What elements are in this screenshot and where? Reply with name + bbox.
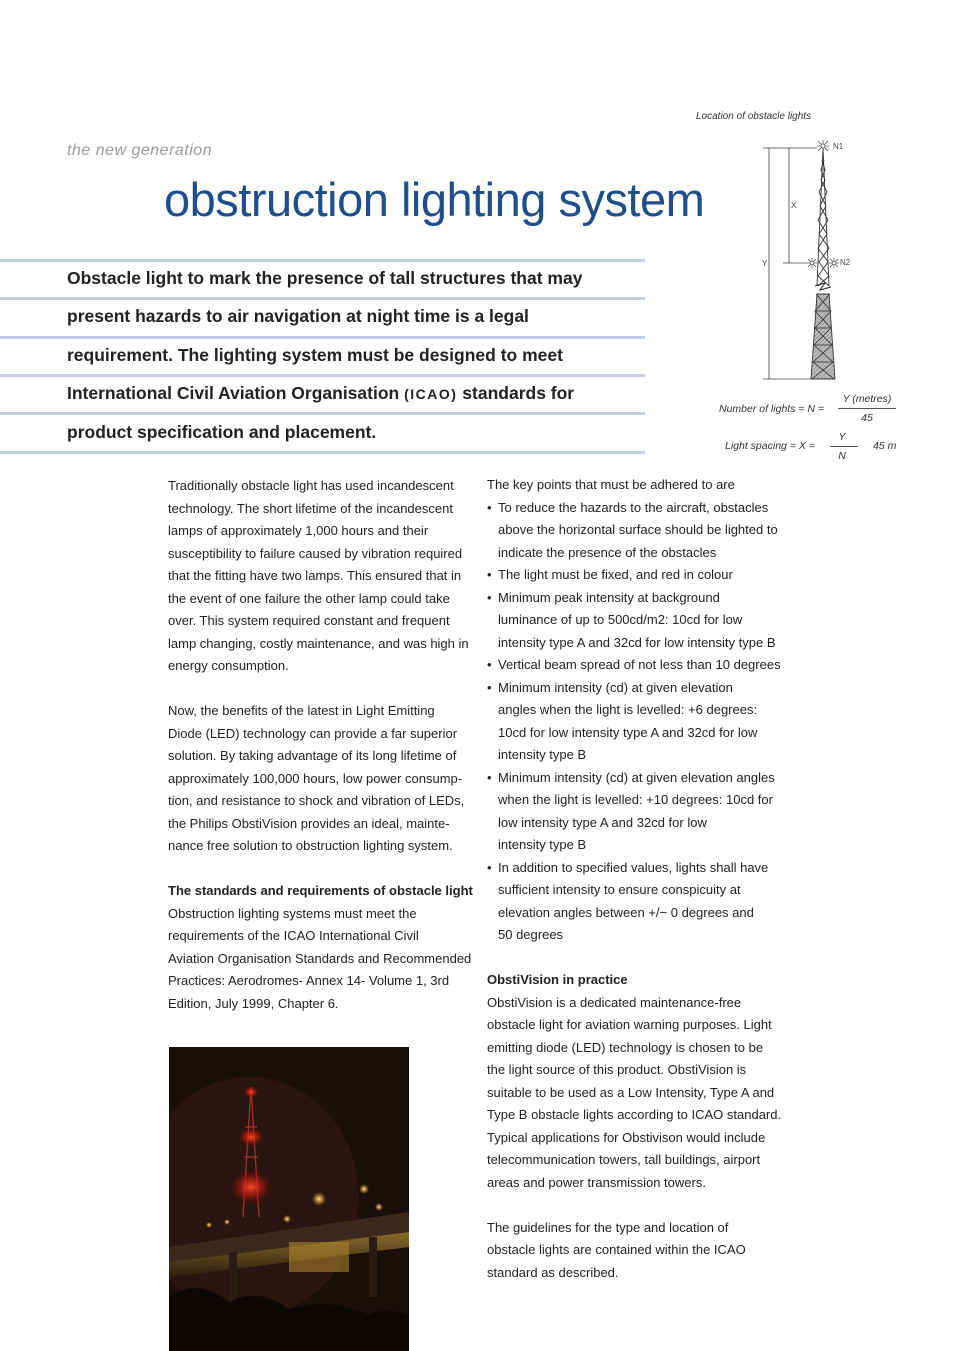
bullet-item: [487, 767, 792, 857]
bullet-item: [487, 654, 792, 677]
intro-rule-2: [0, 297, 645, 300]
bullet-line: intensity type B: [498, 837, 587, 852]
body-line: lamp changing, costly maintenance, and was high in: [168, 635, 469, 651]
label-n2: N2: [840, 258, 851, 267]
body-line: Obstruction lighting systems must meet the: [168, 905, 417, 921]
bullet-line: luminance of up to 500cd/m2: 10cd for low: [498, 612, 743, 627]
body-line: nance free solution to obstruction lighting system.: [168, 838, 453, 853]
label-n1: N1: [833, 142, 844, 151]
page-title: obstruction lighting system: [164, 173, 705, 226]
diagram-caption: Location of obstacle lights: [696, 111, 812, 122]
bullet-dot-icon: •: [487, 679, 492, 695]
formula-1-numerator: Y (metres): [842, 393, 892, 405]
body-line: technology. The short lifetime of the incandescent: [168, 500, 453, 516]
body-line: Aviation Organisation Standards and Recommended: [168, 950, 472, 966]
body-line: obstacle light for aviation warning purposes. Light: [487, 1017, 772, 1032]
intro-line-4: [67, 383, 574, 404]
formula-2-denominator: N: [838, 450, 846, 462]
light-n2-icon: [807, 258, 839, 268]
bullet-dot-icon: •: [487, 657, 492, 672]
section-heading-standards: The standards and requirements of obstacle light: [168, 883, 473, 898]
intro-line-3: requirement. The lighting system must be designed to meet: [67, 345, 563, 365]
bullet-line: intensity type B: [498, 747, 587, 762]
photo-illustration: [169, 1047, 409, 1351]
bullet-line: 10cd for low intensity type A and 32cd for low: [498, 724, 758, 740]
body-line: areas and power transmission towers.: [487, 1174, 706, 1190]
intro-icao-abbr: (ICAO): [404, 386, 458, 402]
formula-1-bar: [838, 408, 896, 409]
bullet-dot-icon: •: [487, 567, 492, 582]
bullet-line: elevation angles between +/− 0 degrees and: [498, 904, 754, 920]
section-heading-practice: ObstiVision in practice: [487, 972, 628, 987]
right-column: [487, 474, 792, 1284]
body-line: susceptibility to failure caused by vibration required: [168, 545, 463, 561]
bullet-line: angles when the light is levelled: +6 degrees:: [498, 702, 758, 717]
bullet-line: 50 degrees: [498, 927, 564, 942]
body-line: the event of one failure the other lamp could take: [168, 590, 450, 606]
formula-2-bar: [830, 446, 858, 447]
bullet-line: Minimum intensity (cd) at given elevation angles: [498, 769, 775, 785]
intro-rule-6: [0, 451, 645, 454]
bullet-dot-icon: •: [487, 769, 492, 785]
bullet-dot-icon: •: [487, 859, 492, 875]
bullet-item: [487, 587, 792, 655]
intro-line-5: product specification and placement.: [67, 422, 377, 442]
body-line: Diode (LED) technology can provide a far superior: [168, 725, 458, 741]
intro-rule-5: [0, 412, 645, 415]
intro-rule-4: [0, 374, 645, 377]
formula-1-lhs: Number of lights = N =: [719, 403, 825, 415]
label-y: Y: [762, 259, 768, 268]
bullet-line: Minimum intensity (cd) at given elevation: [498, 679, 733, 695]
intro-rule-3: [0, 336, 645, 339]
night-tower-photo: [169, 1047, 409, 1351]
body-line: telecommunication towers, tall buildings, airport: [487, 1152, 761, 1167]
tower-base: [811, 294, 835, 379]
body-line: emitting diode (LED) technology is chosen to be: [487, 1039, 764, 1055]
bullet-line: Vertical beam spread of not less than 10 degrees: [498, 657, 781, 672]
body-line: standard as described.: [487, 1264, 619, 1280]
bullets-lead: The key points that must be adhered to are: [487, 477, 735, 492]
kicker-text: the new generation: [67, 142, 213, 159]
body-line: tion, and resistance to shock and vibration of LEDs,: [168, 793, 465, 808]
bullet-line: Minimum peak intensity at background: [498, 589, 720, 605]
body-line: obstacle lights are contained within the ICAO: [487, 1242, 746, 1257]
body-line: Type B obstacle lights according to ICAO standard.: [487, 1107, 782, 1122]
body-line: solution. By taking advantage of its long lifetime of: [168, 748, 457, 763]
formula-2-numerator: Y: [838, 431, 846, 443]
tower-mast: [817, 148, 829, 286]
body-line: The guidelines for the type and location of: [487, 1219, 729, 1235]
body-line: Typical applications for Obstivison would include: [487, 1129, 766, 1145]
formula-1-denominator: 45: [861, 412, 873, 424]
dimension-y: [763, 148, 817, 379]
bullet-line: sufficient intensity to ensure conspicuity at: [498, 882, 741, 897]
body-line: that the fitting have two lamps. This ensured that in: [168, 568, 462, 583]
body-line: over. This system required constant and frequent: [168, 613, 450, 628]
body-line: requirements of the ICAO International Civil: [168, 928, 419, 943]
body-line: Traditionally obstacle light has used incandescent: [168, 478, 454, 493]
intro-line-4-pre: International Civil Aviation Organisation: [67, 383, 405, 403]
body-line: Edition, July 1999, Chapter 6.: [168, 995, 339, 1011]
body-line: ObstiVision is a dedicated maintenance-free: [487, 994, 742, 1010]
bullet-line: when the light is levelled: +10 degrees: 10cd for: [498, 792, 773, 807]
intro-line-2: present hazards to air navigation at night time is a legal: [67, 306, 529, 326]
bullet-line: above the horizontal surface should be lighted to: [498, 522, 778, 537]
bullet-item: [487, 564, 792, 587]
intro-rule-1: [0, 259, 645, 262]
bullet-item: [487, 677, 792, 767]
bullet-line: In addition to specified values, lights shall have: [498, 859, 769, 875]
tower-diagram: [755, 136, 875, 386]
body-line: approximately 100,000 hours, low power consump-: [168, 770, 463, 786]
intro-line-1: Obstacle light to mark the presence of tall structures that may: [67, 268, 583, 288]
bullet-dot-icon: •: [487, 589, 492, 605]
bullet-item: [487, 857, 792, 947]
body-line: energy consumption.: [168, 658, 289, 673]
formula-2-lhs: Light spacing = X =: [725, 440, 815, 452]
intro-line-4-post: standards for: [457, 383, 575, 403]
bullet-line: To reduce the hazards to the aircraft, obstacles: [498, 499, 769, 515]
bullet-dot-icon: •: [487, 499, 492, 515]
bullet-line: intensity type A and 32cd for low intensity type B: [498, 634, 776, 650]
body-line: lamps of approximately 1,000 hours and their: [168, 523, 429, 538]
formula-2-rhs: 45 m: [873, 440, 897, 452]
body-line: Practices: Aerodromes- Annex 14- Volume 1, 3rd: [168, 973, 450, 988]
bullet-line: The light must be fixed, and red in colour: [498, 567, 733, 582]
left-column: [168, 475, 488, 1015]
body-line: Now, the benefits of the latest in Light Emitting: [168, 703, 435, 718]
light-n1-icon: [817, 140, 829, 152]
bullet-line: indicate the presence of the obstacles: [498, 544, 717, 560]
body-line: the light source of this product. ObstiVision is: [487, 1062, 747, 1077]
body-line: suitable to be used as a Low Intensity, Type A and: [487, 1084, 775, 1100]
body-line: the Philips ObstiVision provides an ideal, mainte-: [168, 815, 450, 831]
label-x: X: [791, 201, 797, 210]
bullet-line: low intensity type A and 32cd for low: [498, 814, 707, 830]
bullet-item: [487, 497, 792, 565]
